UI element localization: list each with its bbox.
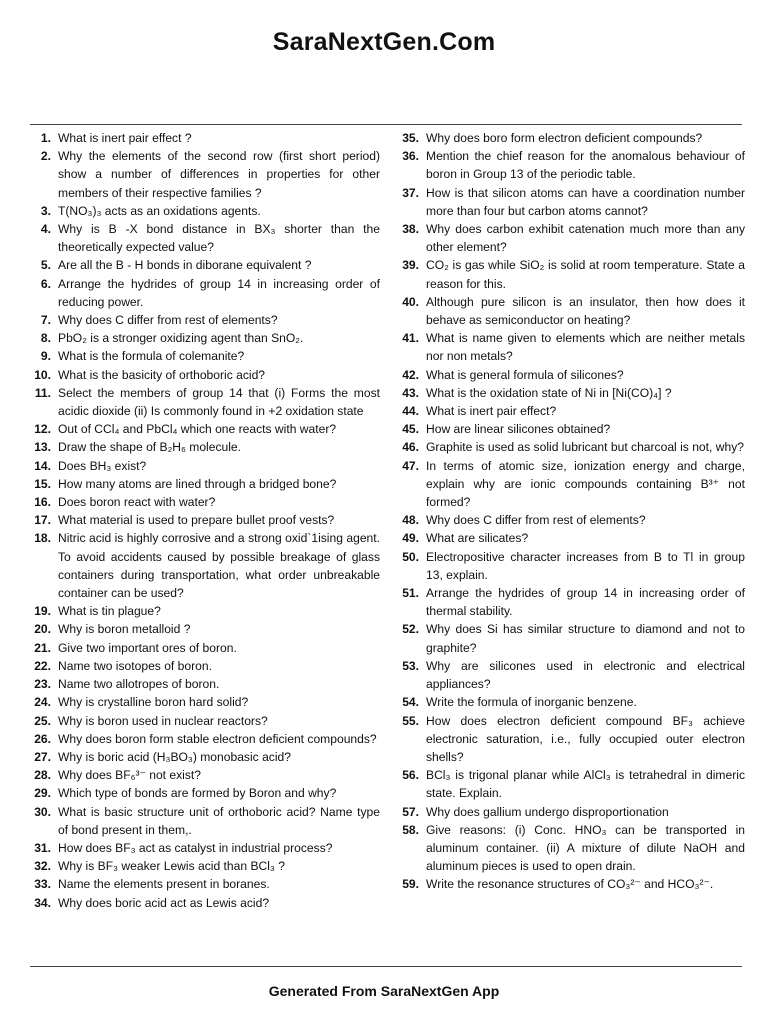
question-number: 9. bbox=[40, 349, 51, 364]
question-text: CO₂ is gas while SiO₂ is solid at room temperature. State a reason for this. bbox=[426, 258, 745, 291]
question-text: What is basic structure unit of orthoboric acid? Name type of bond present in them,. bbox=[58, 804, 380, 837]
question-number: 16. bbox=[34, 495, 51, 510]
question-text: Electropositive character increases from B to Tl in group 13, explain. bbox=[426, 549, 745, 582]
question-text: Why is boric acid (H₃BO₃) monobasic acid? bbox=[58, 749, 291, 764]
question-item bbox=[30, 420, 380, 438]
question-text: Why does carbon exhibit catenation much more than any other element? bbox=[426, 222, 745, 255]
site-title: SaraNextGen.Com bbox=[272, 28, 496, 56]
question-item bbox=[30, 784, 380, 802]
question-number: 52. bbox=[402, 622, 419, 637]
question-number: 12. bbox=[34, 422, 51, 437]
question-text: Name two isotopes of boron. bbox=[58, 658, 212, 673]
question-text: Why does C differ from rest of elements? bbox=[58, 313, 278, 328]
question-item bbox=[30, 602, 380, 620]
question-item bbox=[30, 347, 380, 365]
question-text: Write the formula of inorganic benzene. bbox=[426, 695, 637, 710]
question-item bbox=[396, 129, 745, 147]
question-item bbox=[30, 457, 380, 475]
question-item bbox=[30, 894, 380, 912]
question-item bbox=[30, 366, 380, 384]
question-number: 26. bbox=[34, 731, 51, 746]
question-number: 53. bbox=[402, 658, 419, 673]
question-text: What is the oxidation state of Ni in [Ni(CO)₄] ? bbox=[426, 385, 672, 400]
question-number: 59. bbox=[402, 877, 419, 892]
question-text: Arrange the hydrides of group 14 in increasing order of reducing power. bbox=[58, 276, 380, 309]
question-item bbox=[396, 420, 745, 438]
question-text: What is tin plague? bbox=[58, 604, 161, 619]
question-text: Does boron react with water? bbox=[58, 495, 216, 510]
question-text: Why is boron used in nuclear reactors? bbox=[58, 713, 268, 728]
question-number: 20. bbox=[34, 622, 51, 637]
question-text: Why does BF₆³⁻ not exist? bbox=[58, 768, 201, 783]
question-number: 51. bbox=[402, 586, 419, 601]
question-text: What is name given to elements which are neither metals nor non metals? bbox=[426, 331, 745, 364]
question-item bbox=[30, 620, 380, 638]
question-number: 19. bbox=[34, 604, 51, 619]
question-text: Write the resonance structures of CO₃²⁻ and HCO₃²⁻. bbox=[426, 877, 714, 892]
question-number: 8. bbox=[40, 331, 51, 346]
question-text: Why does boron form stable electron deficient compounds? bbox=[58, 731, 377, 746]
question-text: What is inert pair effect ? bbox=[58, 131, 192, 145]
question-item bbox=[30, 529, 380, 602]
question-number: 33. bbox=[34, 877, 51, 892]
question-item bbox=[396, 184, 745, 220]
question-text: Are all the B - H bonds in diborane equivalent ? bbox=[58, 258, 312, 273]
question-number: 5. bbox=[40, 258, 51, 273]
question-number: 37. bbox=[402, 185, 419, 200]
question-item bbox=[30, 839, 380, 857]
question-item bbox=[30, 730, 380, 748]
top-rule bbox=[30, 124, 742, 125]
question-number: 30. bbox=[34, 804, 51, 819]
question-number: 22. bbox=[34, 658, 51, 673]
question-text: Why are silicones used in electronic and electrical appliances? bbox=[426, 658, 745, 692]
question-text: Nitric acid is highly corrosive and a strong oxid`1ising agent. To avoid accidents caused by possible breakage of glass containers during transportation, what order unbreakable container can be used? bbox=[58, 531, 380, 601]
question-item bbox=[396, 803, 745, 821]
question-number: 7. bbox=[40, 313, 51, 328]
question-item bbox=[30, 748, 380, 766]
question-item bbox=[30, 511, 380, 529]
question-number: 6. bbox=[40, 276, 51, 291]
question-number: 47. bbox=[402, 458, 419, 473]
question-item bbox=[30, 693, 380, 711]
question-text: Although pure silicon is an insulator, then how does it behave as semiconductor on heating? bbox=[426, 294, 745, 328]
question-number: 29. bbox=[34, 786, 51, 801]
question-text: Why is crystalline boron hard solid? bbox=[58, 695, 249, 710]
question-text: Why is B -X bond distance in BX₃ shorter than the theoretically expected value? bbox=[58, 222, 380, 255]
question-text: Why does boric acid act as Lewis acid? bbox=[58, 895, 270, 910]
question-item bbox=[30, 438, 380, 456]
question-item bbox=[396, 511, 745, 529]
question-text: What material is used to prepare bullet proof vests? bbox=[58, 513, 335, 528]
question-item bbox=[396, 220, 745, 256]
question-number: 27. bbox=[34, 749, 51, 764]
question-text: What is the basicity of orthoboric acid? bbox=[58, 367, 266, 382]
question-number: 49. bbox=[402, 531, 419, 546]
question-item bbox=[396, 293, 745, 329]
question-item bbox=[396, 584, 745, 620]
question-text: How many atoms are lined through a bridged bone? bbox=[58, 476, 337, 491]
question-number: 2. bbox=[40, 149, 51, 164]
question-text: Which type of bonds are formed by Boron and why? bbox=[58, 786, 337, 801]
question-number: 58. bbox=[402, 822, 419, 837]
question-item bbox=[396, 657, 745, 693]
question-text: Name two allotropes of boron. bbox=[58, 677, 220, 692]
question-number: 24. bbox=[34, 695, 51, 710]
question-item bbox=[396, 438, 745, 456]
question-item bbox=[396, 384, 745, 402]
question-number: 36. bbox=[402, 149, 419, 164]
question-number: 31. bbox=[34, 840, 51, 855]
question-item bbox=[30, 475, 380, 493]
footer-text: Generated From SaraNextGen App bbox=[268, 983, 500, 999]
question-item bbox=[30, 675, 380, 693]
question-number: 3. bbox=[40, 203, 51, 218]
question-item bbox=[30, 311, 380, 329]
question-item bbox=[30, 275, 380, 311]
question-item bbox=[30, 875, 380, 893]
question-text: Arrange the hydrides of group 14 in increasing order of thermal stability. bbox=[426, 586, 745, 619]
question-number: 57. bbox=[402, 804, 419, 819]
question-number: 17. bbox=[34, 513, 51, 528]
question-item bbox=[396, 529, 745, 547]
question-number: 28. bbox=[34, 768, 51, 783]
question-item bbox=[396, 329, 745, 365]
question-text: Name the elements present in boranes. bbox=[58, 877, 270, 892]
question-text: How are linear silicones obtained? bbox=[426, 422, 611, 437]
question-number: 21. bbox=[34, 640, 51, 655]
question-item bbox=[30, 712, 380, 730]
question-number: 32. bbox=[34, 859, 51, 874]
question-item bbox=[30, 857, 380, 875]
question-item bbox=[396, 821, 745, 876]
question-item bbox=[30, 147, 380, 202]
question-item bbox=[30, 256, 380, 274]
question-text: Why does gallium undergo disproportionation bbox=[426, 804, 669, 819]
question-text: Draw the shape of B₂H₆ molecule. bbox=[58, 440, 242, 455]
question-text: Select the members of group 14 that (i) Forms the most acidic dioxide (ii) Is commonly found in +2 oxidation state bbox=[58, 385, 380, 419]
question-text: PbO₂ is a stronger oxidizing agent than SnO₂. bbox=[58, 331, 304, 346]
question-item bbox=[396, 620, 745, 656]
question-number: 50. bbox=[402, 549, 419, 564]
question-item bbox=[30, 202, 380, 220]
question-item bbox=[30, 657, 380, 675]
question-item bbox=[396, 548, 745, 584]
question-item bbox=[30, 329, 380, 347]
question-text: What is the formula of colemanite? bbox=[58, 349, 245, 364]
question-number: 4. bbox=[40, 222, 51, 237]
question-text: Graphite is used as solid lubricant but charcoal is not, why? bbox=[426, 440, 744, 455]
question-text: How is that silicon atoms can have a coordination number more than four but carbon atoms cannot? bbox=[426, 185, 745, 218]
question-item bbox=[30, 803, 380, 839]
question-item bbox=[30, 129, 380, 147]
question-number: 35. bbox=[402, 131, 419, 145]
question-number: 44. bbox=[402, 404, 419, 419]
question-text: Out of CCl₄ and PbCl₄ which one reacts with water? bbox=[58, 422, 337, 437]
question-number: 55. bbox=[402, 713, 419, 728]
question-item bbox=[30, 639, 380, 657]
question-text: T(NO₃)₃ acts as an oxidations agents. bbox=[58, 203, 261, 218]
question-item bbox=[30, 766, 380, 784]
left-question-column bbox=[30, 129, 380, 912]
question-text: Give reasons: (i) Conc. HNO₃ can be transported in aluminum container. (ii) A mixture of dilute NaOH and aluminum pieces is used to open drain. bbox=[426, 822, 745, 874]
question-item bbox=[396, 147, 745, 183]
question-text: Mention the chief reason for the anomalous behaviour of boron in Group 13 of the periodic table. bbox=[426, 149, 745, 182]
question-item bbox=[396, 712, 745, 767]
question-text: Why is boron metalloid ? bbox=[58, 622, 191, 637]
question-number: 25. bbox=[34, 713, 51, 728]
question-text: How does BF₃ act as catalyst in industrial process? bbox=[58, 840, 333, 855]
question-number: 42. bbox=[402, 367, 419, 382]
question-number: 23. bbox=[34, 677, 51, 692]
question-number: 56. bbox=[402, 768, 419, 783]
question-text: BCl₃ is trigonal planar while AlCl₃ is tetrahedral in dimeric state. Explain. bbox=[426, 768, 745, 801]
question-text: In terms of atomic size, ionization energy and charge, explain why are ionic compounds containing B³⁺ not formed? bbox=[426, 458, 745, 510]
question-number: 48. bbox=[402, 513, 419, 528]
question-number: 45. bbox=[402, 422, 419, 437]
question-number: 40. bbox=[402, 294, 419, 309]
question-number: 1. bbox=[40, 131, 51, 145]
question-item bbox=[396, 457, 745, 512]
right-question-column bbox=[396, 129, 745, 894]
question-number: 14. bbox=[34, 458, 51, 473]
question-number: 10. bbox=[34, 367, 51, 382]
question-item bbox=[396, 766, 745, 802]
question-number: 46. bbox=[402, 440, 419, 455]
question-text: Why the elements of the second row (first short period) show a number of differences in properties for other members of their respective families ? bbox=[58, 149, 380, 200]
question-number: 34. bbox=[34, 895, 51, 910]
question-text: Why is BF₃ weaker Lewis acid than BCl₃ ? bbox=[58, 859, 285, 874]
question-text: What is general formula of silicones? bbox=[426, 367, 624, 382]
question-number: 41. bbox=[402, 331, 419, 346]
question-item bbox=[396, 693, 745, 711]
question-text: What is inert pair effect? bbox=[426, 404, 557, 419]
question-item bbox=[396, 256, 745, 292]
question-item bbox=[30, 220, 380, 256]
question-text: How does electron deficient compound BF₃ achieve electronic saturation, i.e., fully occupied outer electron shells? bbox=[426, 713, 745, 764]
question-number: 54. bbox=[402, 695, 419, 710]
question-item bbox=[396, 402, 745, 420]
question-text: What are silicates? bbox=[426, 531, 529, 546]
question-number: 39. bbox=[402, 258, 419, 273]
bottom-rule bbox=[30, 966, 742, 967]
question-text: Does BH₃ exist? bbox=[58, 458, 147, 473]
question-item bbox=[30, 384, 380, 420]
question-text: Why does C differ from rest of elements? bbox=[426, 513, 646, 528]
question-item bbox=[396, 875, 745, 893]
question-number: 15. bbox=[34, 476, 51, 491]
question-text: Why does boro form electron deficient compounds? bbox=[426, 131, 703, 145]
question-number: 18. bbox=[34, 531, 51, 546]
question-text: Why does Si has similar structure to diamond and not to graphite? bbox=[426, 622, 745, 655]
question-number: 11. bbox=[34, 385, 51, 400]
question-text: Give two important ores of boron. bbox=[58, 640, 237, 655]
question-item bbox=[396, 366, 745, 384]
question-number: 13. bbox=[34, 440, 51, 455]
question-number: 38. bbox=[402, 222, 419, 237]
question-number: 43. bbox=[402, 385, 419, 400]
question-item bbox=[30, 493, 380, 511]
